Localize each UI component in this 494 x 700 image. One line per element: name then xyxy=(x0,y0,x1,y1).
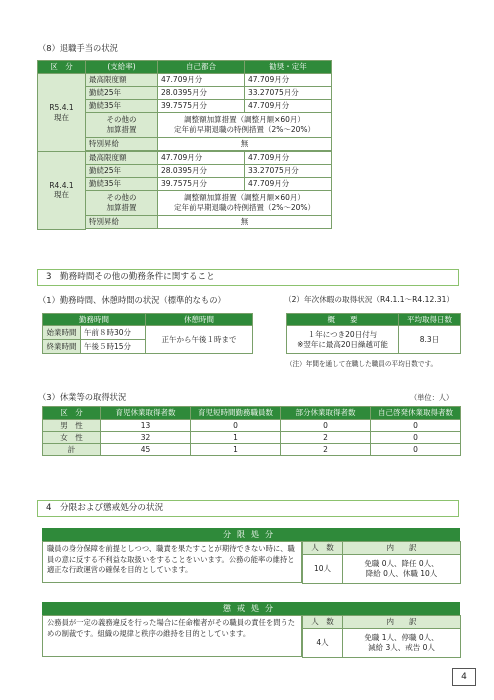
cell-retirement: 47.709月分 xyxy=(245,74,332,87)
header-average: 平均取得日数 xyxy=(399,314,461,326)
retirement-allowance-title: （8）退職手当の状況 xyxy=(38,43,118,53)
bungen-people: 10人 xyxy=(303,555,343,584)
header-category: 区 分 xyxy=(43,407,101,420)
annual-leave-title: （2）年次休暇の取得状況（R4.1.1～R4.12.31） xyxy=(284,295,455,304)
header-partial-leave: 部分休業取得者数 xyxy=(281,407,371,420)
cell-other-measures: 調整額加算措置（調整月額×60月） 定年前早期退職の特例措置（2%～20%） xyxy=(158,113,332,138)
choukai-description: 公務員が一定の義務違反を行った場合に任命権者がその職員の責任を問うための制裁です。組織の規律と秩序の維持を目的としています。 xyxy=(42,615,302,657)
cell-special: 無 xyxy=(158,138,332,151)
holiday-table xyxy=(42,406,461,456)
header-self-development: 自己啓発休業取得者数 xyxy=(371,407,461,420)
header-people: 人 数 xyxy=(303,542,343,555)
cell-voluntary: 28.0395月分 xyxy=(158,87,245,100)
cell-voluntary: 47.709月分 xyxy=(158,74,245,87)
header-break: 休憩時間 xyxy=(146,314,253,326)
choukai-bar: 懲戒処分 xyxy=(42,602,460,615)
row-label-other: その他の 加算措置 xyxy=(86,191,158,216)
cell-retirement: 33.27075月分 xyxy=(245,87,332,100)
header-people: 人 数 xyxy=(303,616,343,629)
header-childcare-leave: 育児休業取得者数 xyxy=(101,407,191,420)
row-label: 勤続25年 xyxy=(86,87,158,100)
group-label-r4: R4.4.1 現在 xyxy=(38,152,86,230)
table-row: 女 性 32 1 2 0 xyxy=(43,432,461,444)
start-label: 始業時間 xyxy=(43,326,81,340)
cell-other-measures: 調整額加算措置（調整月額×60月） 定年前早期退職の特例措置（2%～20%） xyxy=(158,191,332,216)
row-label: 勤続35年 xyxy=(86,100,158,113)
end-time: 午後５時15分 xyxy=(81,340,146,354)
row-label: 勤続25年 xyxy=(86,165,158,178)
row-label-special: 特別昇給 xyxy=(86,138,158,151)
cell-retirement: 47.709月分 xyxy=(245,152,332,165)
header-detail: 内 訳 xyxy=(343,542,461,555)
start-time: 午前８時30分 xyxy=(81,326,146,340)
bungen-bar: 分限処分 xyxy=(42,528,460,541)
cell-voluntary: 47.709月分 xyxy=(158,152,245,165)
cell-retirement: 47.709月分 xyxy=(245,178,332,191)
leave-summary: １年につき20日付与 ※翌年に最高20日繰越可能 xyxy=(287,326,399,354)
cell-voluntary: 39.7575月分 xyxy=(158,178,245,191)
choukai-detail: 免職 1人、停職 0人、 減給 3人、戒告 0人 xyxy=(343,629,461,658)
choukai-people: 4人 xyxy=(303,629,343,658)
leave-average: 8.3日 xyxy=(399,326,461,354)
section-4-heading: 4 分限および懲戒処分の状況 xyxy=(37,500,459,517)
cell-retirement: 33.27075月分 xyxy=(245,165,332,178)
leave-note: （注）年間を通して在職した職員の平均日数です。 xyxy=(286,360,438,368)
header-category: 区 分 xyxy=(38,61,86,74)
bungen-table xyxy=(302,541,461,584)
section-3-heading: 3 勤務時間その他の勤務条件に関すること xyxy=(37,269,459,286)
cell-voluntary: 39.7575月分 xyxy=(158,100,245,113)
cell-special: 無 xyxy=(158,216,332,229)
unit-label: （単位：人） xyxy=(410,393,454,402)
header-retirement: 勧奨・定年 xyxy=(245,61,332,74)
table-row: 男 性 13 0 0 0 xyxy=(43,420,461,432)
work-hours-table xyxy=(42,313,253,354)
work-hours-title: （1）勤務時間、休憩時間の状況（標準的なもの） xyxy=(38,295,226,305)
group-label-r5: R5.4.1 現在 xyxy=(38,74,86,152)
choukai-table xyxy=(302,615,461,658)
header-summary: 概 要 xyxy=(287,314,399,326)
annual-leave-table xyxy=(286,313,461,354)
cell-voluntary: 28.0395月分 xyxy=(158,165,245,178)
header-work-hours: 勤務時間 xyxy=(43,314,146,326)
page-number: 4 xyxy=(452,668,476,686)
row-label-special: 特別昇給 xyxy=(86,216,158,229)
header-voluntary: 自己都合 xyxy=(158,61,245,74)
cell-retirement: 47.709月分 xyxy=(245,100,332,113)
bungen-description: 職員の身分保障を前提としつつ、職責を果たすことが期待できない時に、職員の意に反する不利益な取扱いをすることをいいます。公務の能率の維持と適正な行政運営の確保を目的としています。 xyxy=(42,541,302,583)
break-time: 正午から午後１時まで xyxy=(146,326,253,354)
table-row: 計 45 1 2 0 xyxy=(43,444,461,456)
header-detail: 内 訳 xyxy=(343,616,461,629)
row-label-other: その他の 加算措置 xyxy=(86,113,158,138)
holiday-title: （3）休業等の取得状況 xyxy=(38,392,127,402)
row-label: 最高限度額 xyxy=(86,152,158,165)
row-label: 勤続35年 xyxy=(86,178,158,191)
retirement-allowance-table xyxy=(37,60,332,230)
end-label: 終業時間 xyxy=(43,340,81,354)
row-label: 最高限度額 xyxy=(86,74,158,87)
bungen-detail: 免職 0人、降任 0人、 降給 0人、休職 10人 xyxy=(343,555,461,584)
header-rate: (支給率) xyxy=(86,61,158,74)
header-short-time: 育児短時間勤務職員数 xyxy=(191,407,281,420)
